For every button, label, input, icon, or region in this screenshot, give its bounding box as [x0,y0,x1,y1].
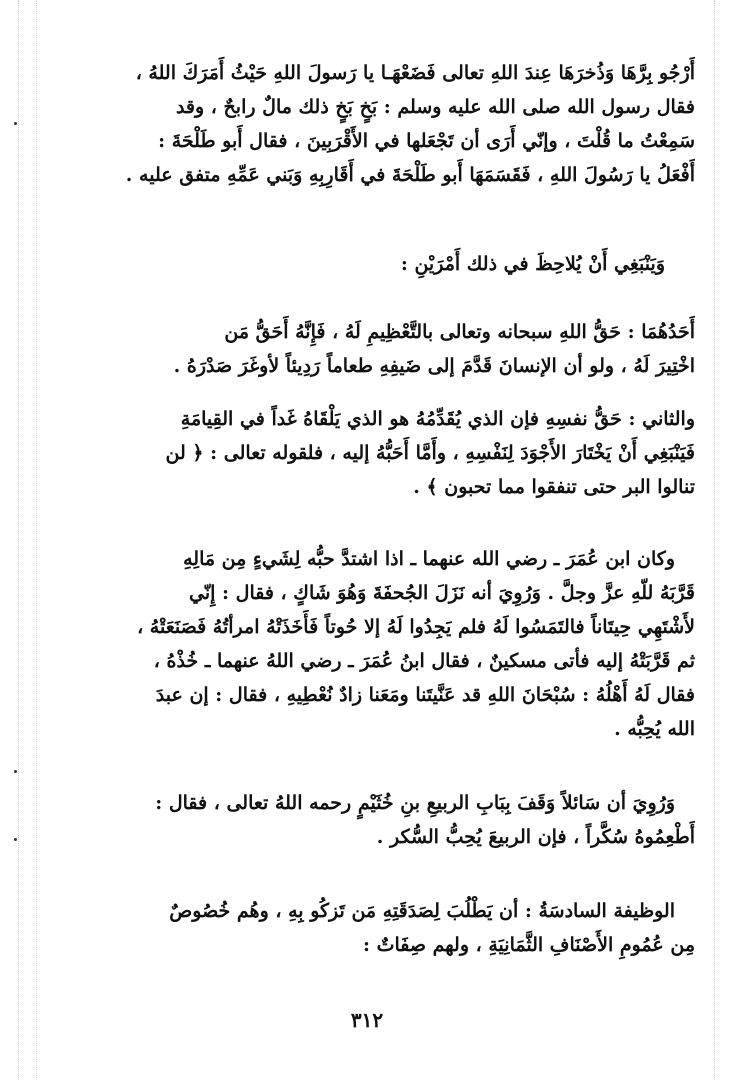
scan-guide-line [714,0,715,1080]
paragraph-4 [80,402,695,504]
page-number: ٣١٢ [350,1008,384,1032]
text-line: أَحَدُهُمَا : حَقُّ اللهِ سبحانه وتعالى بالتَّعْظِيمِ لَهُ ، فَإِنَّهُ أَحَقُّ مَن [224,321,695,343]
text-line: مِن عُمُومِ الأَصْنَافِ الثَّمَانِيَةِ ، ولهم صِفَاتٌ : [362,934,695,956]
paragraph-1 [80,56,695,192]
text-line: تنالوا البر حتى تنفقوا مما تحبون ﴾ . [413,476,695,498]
text-line: أَرْجُو بِرَّهَا وَذُخرَهَا عِندَ اللهِ تعالى فَضَعْهَـا يا رَسولَ اللهِ حَيْثُ أَمَرَكَ اللهُ ، [135,62,695,84]
text-line: وَيَنْبَغِي أَنْ يُلاحِظَ في ذلك أَمْرَيْنِ : [400,253,665,275]
text-line: الله يُحِبُّه . [614,718,695,740]
text-line: أَفْعَلُ يا رَسُولَ اللهِ ، فَقَسَمَهَا أَبو طَلْحَةَ في أَقَارِبِهِ وَبَني عَمِّهِ متفق عليه . [125,164,695,186]
scan-speck [14,838,17,841]
paragraph-3 [80,315,695,383]
text-line: ثم قَرَّبَتْهُ إليه فأتى مسكينٌ ، فقال ابنُ عُمَرَ ـ رضي اللهُ عنهما ـ خُذْهُ ، [153,650,695,672]
scan-guide-line [36,0,37,1080]
text-line: فَيَنْبَغِي أَنْ يَخْتَارَ الأَجْوَدَ لِنَفْسِهِ ، وأَمَّا أَحَبُّهُ إليه ، فلقوله تعالى : ﴿ لن [165,442,695,464]
text-line: أَطْعِمُوهُ سُكَّراً ، فإن الربيعَ يُحِبُّ السُّكر . [376,826,695,848]
text-line: اخْتِيرَ لَهُ ، ولو أن الإنسانَ قَدَّمَ إلى ضَيفِهِ طعاماً رَدِيئاً لأوغَرَ صَدْرَهُ . [173,355,695,377]
text-line: فقال لَهُ أَهْلُهُ : سُبْحَانَ اللهِ قد عَنَّيتَنا ومَعَنا زادٌ نُعْطِيهِ ، فقال : إن عبدَ [155,684,695,706]
paragraph-5 [80,542,695,746]
text-line: وَرُوِيَ أن سَائلاً وَقَفَ بِبَابِ الربيعِ بنِ خُثَيْمٍ رحمه اللهُ تعالى ، فقال : [155,792,675,814]
scan-speck [14,770,17,773]
text-line: لأَشْتَهِي حِيتَاناً فالتَمَسُوا لَهُ فلم يَجِدُوا لَهُ إلا حُوتاً فَأَخَذَتْهُ امرأتُهُ فَصَنَعَتْهُ ، [137,616,695,638]
text-line: سَمِعْتُ ما قُلْتَ ، وإنّي أَرَى أن تَجْعَلها في الأَقْرَبِينَ ، فقال أَبو طَلْحَةَ : [158,130,695,152]
text-line: فقال رسول الله صلى الله عليه وسلم : بَخٍ بَخٍ ذلك مالٌ رابحٌ ، وقد [175,96,695,118]
text-line: والثاني : حَقُّ نفسِهِ فإن الذي يُقَدِّمُهُ هو الذي يَلْقَاهُ غَداً في القِيامَةِ [180,408,695,430]
text-line: وكان ابن عُمَرَ ـ رضي الله عنهما ـ اذا اشتدَّ حبُّه لِشَيءٍ مِن مَالِهِ [183,548,675,570]
paragraph-7 [80,894,695,962]
text-line: الوظيفة السادسَةُ : أن يَطْلُبَ لِصَدَقَتِهِ مَن تَزكُو بِهِ ، وهُم خُصُوصٌ [169,900,675,922]
scan-speck [14,122,17,125]
paragraph-6 [80,786,695,854]
paragraph-2 [80,247,695,281]
text-line: قَرَّبَهُ للّهِ عزَّ وجلَّ . وَرُوِيَ أنه نَزَلَ الجُحفَةَ وَهُوَ شَاكٍ ، فقال : إِنّي [189,582,695,604]
scan-guide-line [18,0,19,1080]
